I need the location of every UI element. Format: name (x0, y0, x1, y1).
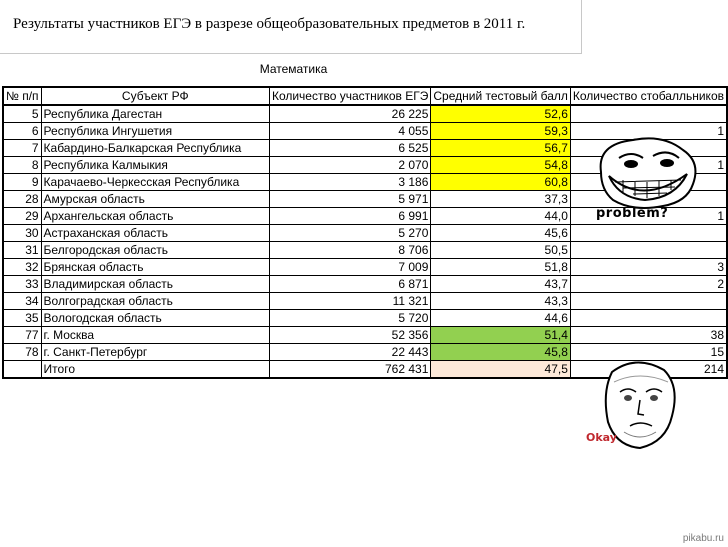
row-avg-score: 59,3 (431, 123, 571, 140)
row-participants: 5 270 (269, 225, 430, 242)
row-region: г. Москва (41, 327, 269, 344)
row-participants: 6 871 (269, 276, 430, 293)
row-hundred-count: 38 (570, 327, 727, 344)
row-hundred-count: 2 (570, 276, 727, 293)
row-region: Вологодская область (41, 310, 269, 327)
header-num: № п/п (3, 87, 41, 105)
row-region: Амурская область (41, 191, 269, 208)
row-region: Республика Ингушетия (41, 123, 269, 140)
row-avg-score: 50,5 (431, 242, 571, 259)
row-region: Республика Калмыкия (41, 157, 269, 174)
row-hundred-count (570, 310, 727, 327)
title-box (0, 0, 582, 54)
header-avg: Средний тестовый балл (431, 87, 571, 105)
row-participants: 5 720 (269, 310, 430, 327)
watermark: pikabu.ru (682, 533, 724, 544)
table-row (3, 259, 727, 276)
row-number: 30 (3, 225, 41, 242)
row-number: 9 (3, 174, 41, 191)
row-hundred-count: 3 (570, 259, 727, 276)
row-region: г. Санкт-Петербург (41, 344, 269, 361)
row-number (3, 361, 41, 379)
header-region: Субъект РФ (41, 87, 269, 105)
row-number: 28 (3, 191, 41, 208)
row-avg-score: 43,7 (431, 276, 571, 293)
row-participants: 3 186 (269, 174, 430, 191)
row-hundred-count: 1 (570, 123, 727, 140)
header-hundred: Количество стобалльников (570, 87, 727, 105)
row-number: 34 (3, 293, 41, 310)
row-region: Владимирская область (41, 276, 269, 293)
row-region: Астраханская область (41, 225, 269, 242)
row-avg-score: 52,6 (431, 105, 571, 123)
table-row (3, 310, 727, 327)
row-avg-score: 45,8 (431, 344, 571, 361)
row-number: 5 (3, 105, 41, 123)
row-number: 8 (3, 157, 41, 174)
row-participants: 4 055 (269, 123, 430, 140)
results-table (2, 86, 728, 379)
row-region: Итого (41, 361, 269, 379)
row-participants: 2 070 (269, 157, 430, 174)
row-participants: 6 525 (269, 140, 430, 157)
row-hundred-count (570, 242, 727, 259)
row-number: 77 (3, 327, 41, 344)
table-row (3, 327, 727, 344)
row-number: 31 (3, 242, 41, 259)
row-participants: 6 991 (269, 208, 430, 225)
row-region: Кабардино-Балкарская Республика (41, 140, 269, 157)
table-header-row (3, 87, 727, 105)
row-avg-score: 44,6 (431, 310, 571, 327)
row-region: Архангельская область (41, 208, 269, 225)
row-hundred-count: 214 (570, 361, 727, 379)
row-number: 6 (3, 123, 41, 140)
row-participants: 26 225 (269, 105, 430, 123)
row-avg-score: 51,8 (431, 259, 571, 276)
row-number: 32 (3, 259, 41, 276)
row-number: 7 (3, 140, 41, 157)
row-avg-score: 51,4 (431, 327, 571, 344)
row-avg-score: 37,3 (431, 191, 571, 208)
page-title: Результаты участников ЕГЭ в разрезе общеобразовательных предметов в 2011 г. (13, 16, 526, 32)
row-avg-score: 45,6 (431, 225, 571, 242)
row-hundred-count (570, 105, 727, 123)
row-participants: 762 431 (269, 361, 430, 379)
row-participants: 11 321 (269, 293, 430, 310)
row-avg-score: 56,7 (431, 140, 571, 157)
troll-caption: problem? (596, 206, 669, 221)
row-avg-score: 47,5 (431, 361, 571, 379)
row-hundred-count: 15 (570, 344, 727, 361)
row-number: 78 (3, 344, 41, 361)
okay-caption: Okay (586, 431, 617, 444)
row-participants: 7 009 (269, 259, 430, 276)
okay-face-icon (584, 352, 694, 462)
row-number: 29 (3, 208, 41, 225)
table-row (3, 242, 727, 259)
row-hundred-count: 1 (570, 208, 727, 225)
table-row (3, 293, 727, 310)
subject-label: Математика (259, 62, 328, 76)
row-number: 35 (3, 310, 41, 327)
row-number: 33 (3, 276, 41, 293)
row-region: Карачаево-Черкесская Республика (41, 174, 269, 191)
table-row (3, 276, 727, 293)
row-participants: 52 356 (269, 327, 430, 344)
row-avg-score: 60,8 (431, 174, 571, 191)
row-avg-score: 43,3 (431, 293, 571, 310)
row-hundred-count: 1 (570, 157, 727, 174)
row-participants: 22 443 (269, 344, 430, 361)
row-participants: 5 971 (269, 191, 430, 208)
row-avg-score: 44,0 (431, 208, 571, 225)
row-region: Волгоградская область (41, 293, 269, 310)
row-participants: 8 706 (269, 242, 430, 259)
header-participants: Количество участников ЕГЭ (269, 87, 430, 105)
row-hundred-count (570, 293, 727, 310)
row-region: Республика Дагестан (41, 105, 269, 123)
table-row (3, 105, 727, 123)
row-avg-score: 54,8 (431, 157, 571, 174)
row-region: Брянская область (41, 259, 269, 276)
row-region: Белгородская область (41, 242, 269, 259)
